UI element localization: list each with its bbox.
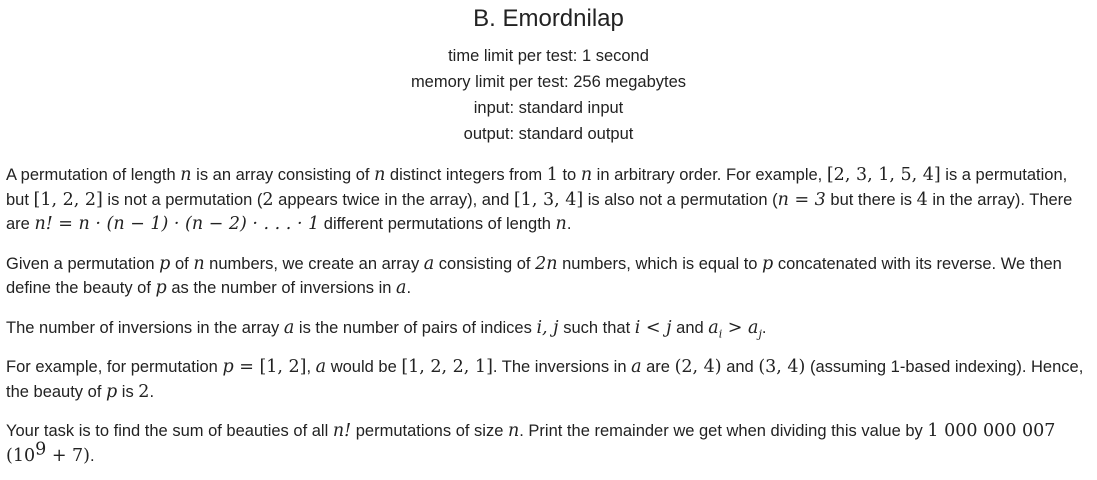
math: p = (222, 357, 260, 377)
math: 1 (546, 165, 558, 185)
math: a (283, 317, 295, 338)
problem-header (6, 0, 1091, 147)
math: n = 3 (777, 189, 826, 210)
math: 4 (916, 189, 928, 210)
text: would be (326, 358, 402, 376)
text: is not a permutation ( (102, 190, 263, 209)
text: concatenated with its reverse. We then define the beauty of (6, 254, 1062, 297)
text: is also not a permutation ( (583, 190, 778, 209)
text: but there is (825, 190, 917, 209)
math: p (159, 253, 171, 274)
math: n! (332, 421, 352, 441)
math: n (507, 421, 520, 441)
text: consisting of (434, 254, 536, 273)
output-spec: output: standard output (463, 125, 634, 143)
text: in arbitrary order. For example, (592, 166, 827, 184)
text: The number of inversions in the array (6, 318, 284, 337)
math: n (180, 165, 192, 185)
text: A permutation of length (6, 166, 181, 184)
math: p (762, 253, 774, 274)
text: . (90, 446, 95, 465)
text: is a permutation, but (6, 166, 1068, 209)
text: of (170, 254, 194, 273)
math: n (193, 253, 205, 274)
math (708, 318, 762, 338)
text: such that (558, 318, 635, 337)
text: Your task is to find the sum of beauties of all (6, 422, 333, 440)
text: permutations of size (351, 422, 508, 440)
text: numbers, which is equal to (557, 254, 763, 273)
math: p (155, 278, 167, 298)
input-spec: input: standard input (473, 99, 624, 117)
memory-limit: memory limit per test: 256 megabytes (410, 73, 687, 91)
math: + 7) (46, 445, 90, 466)
text: as the number of inversions in (166, 279, 397, 297)
math: a (631, 357, 642, 377)
problem-statement (6, 163, 1091, 468)
paragraph-permutation-definition (6, 163, 1091, 237)
text: . (406, 279, 412, 297)
text: is an array consisting of (191, 166, 375, 184)
math: [1, 2, 2, 1] (401, 357, 493, 377)
subscript: j (758, 327, 762, 340)
math: a (423, 253, 435, 274)
text: and (721, 358, 759, 376)
text: For example, for permutation (6, 358, 223, 376)
math: a (708, 317, 719, 338)
math: [1, 2, 2] (33, 189, 103, 210)
math: n (580, 165, 593, 185)
text: and (671, 318, 709, 337)
math: i < j (634, 317, 672, 338)
text: , (306, 358, 316, 376)
superscript: 9 (35, 439, 47, 459)
math: 2 (262, 189, 274, 210)
text: . Print the remainder we get when dividing this value by (519, 422, 928, 440)
text: numbers, we create an array (204, 254, 424, 273)
text: . (761, 318, 767, 337)
problem-title: B. Emordnilap (473, 5, 624, 32)
math: (3, 4) (758, 357, 806, 377)
math: n (555, 214, 567, 234)
math: a (396, 278, 407, 298)
text: . (149, 382, 155, 401)
text: is (117, 382, 139, 401)
math: > a (722, 317, 759, 338)
text: to (557, 166, 581, 184)
math: [1, 2] (259, 357, 307, 377)
math: (2, 4) (674, 357, 722, 377)
math: 2n (535, 253, 558, 274)
paragraph-example (6, 355, 1091, 404)
text: are (641, 358, 675, 376)
text: (assuming 1-based indexing). Hence, the beauty of (6, 358, 1084, 401)
text: appears twice in the array), and (273, 190, 514, 209)
paragraph-inversions-definition (6, 316, 1091, 341)
math: [2, 3, 1, 5, 4] (826, 165, 941, 185)
text: . The inversions in (492, 358, 632, 376)
text: . (566, 215, 572, 233)
text: different permutations of length (319, 215, 556, 233)
paragraph-task (6, 419, 1091, 468)
math: [1, 3, 4] (513, 189, 584, 210)
text: in the array). There are (6, 190, 1073, 233)
math: n (374, 165, 386, 185)
text: is the number of pairs of indices (294, 318, 537, 337)
math: a (315, 357, 327, 377)
text: Given a permutation (6, 254, 160, 273)
math: p (106, 381, 118, 402)
math: n! = n · (n − 1) · (n − 2) · . . . · 1 (34, 214, 320, 234)
math: 2 (138, 381, 150, 402)
paragraph-beauty-definition (6, 252, 1091, 301)
time-limit: time limit per test: 1 second (448, 47, 649, 65)
subscript: i (718, 327, 723, 340)
math: 1 000 000 007 (10 (6, 421, 1056, 466)
text: distinct integers from (385, 166, 547, 184)
math: i, j (536, 317, 559, 338)
